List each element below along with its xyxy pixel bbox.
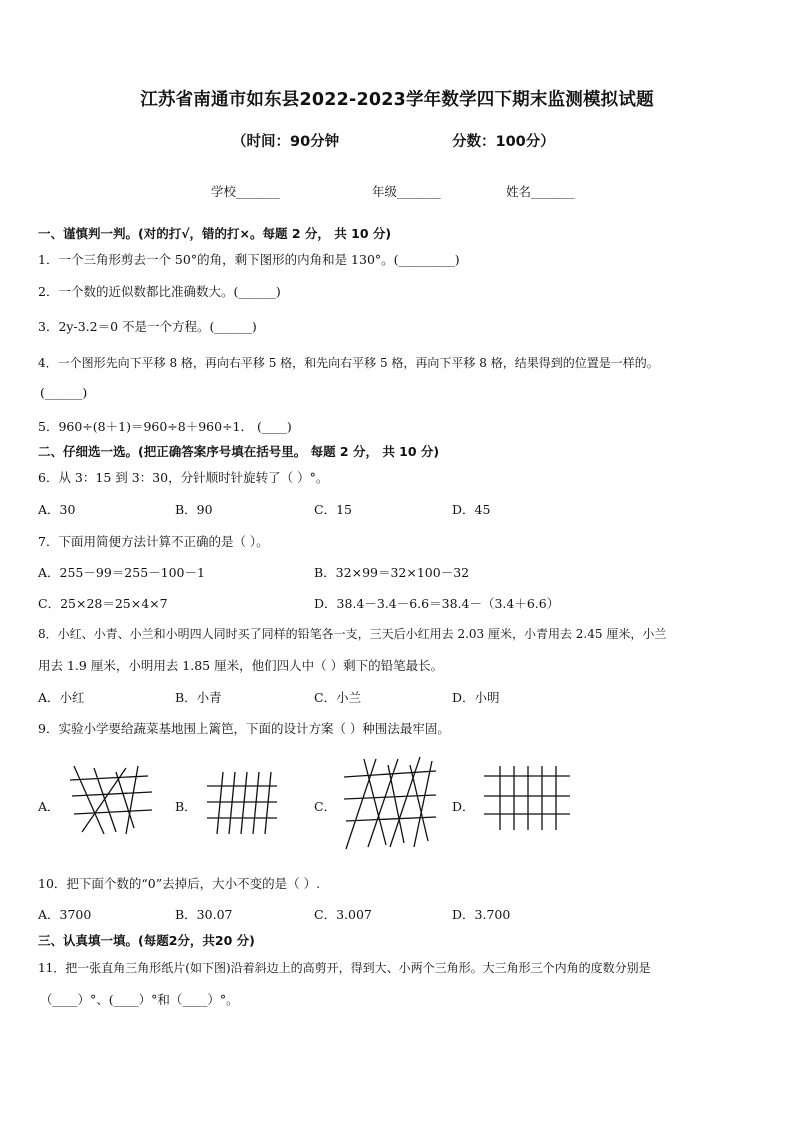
q10-option-c: C．3.007	[314, 907, 372, 922]
q10-option-b: B．30.07	[175, 907, 233, 922]
question-3: 3．2y-3.2＝0 不是一个方程。(______)	[38, 319, 257, 334]
q6-option-b: B．90	[175, 502, 213, 517]
fence-figure-a	[66, 762, 156, 838]
q9-label-c: C．	[314, 799, 337, 814]
q8-option-d: D．小明	[452, 690, 500, 705]
q9-label-d: D．	[452, 799, 475, 814]
q7-option-a: A．255－99＝255－100－1	[38, 565, 205, 580]
section-heading-2: 二、仔细选一选。(把正确答案序号填在括号里。 每题 2 分， 共 10 分)	[38, 444, 440, 459]
question-11: 11．把一张直角三角形纸片(如下图)沿着斜边上的高剪开，得到大、小两个三角形。大三角形三个内角的度数分别是	[38, 961, 651, 975]
school-field: 学校_______	[211, 184, 280, 199]
q8-option-c: C．小兰	[314, 690, 362, 705]
q6-option-a: A．30	[38, 502, 76, 517]
question-4-blank: (______)	[40, 385, 88, 400]
question-9: 9．实验小学要给蔬菜基地围上篱笆，下面的设计方案（ ）种围法最牢固。	[38, 721, 450, 736]
question-7: 7．下面用简便方法计算不正确的是（ ）。	[38, 534, 269, 549]
section-heading-3: 三、认真填一填。(每题2分，共20 分)	[38, 933, 255, 948]
q6-option-c: C．15	[314, 502, 352, 517]
exam-time: （时间：90分钟	[232, 134, 340, 150]
question-1: 1．一个三角形剪去一个 50°的角，剩下图形的内角和是 130°。(_________)	[38, 252, 460, 267]
q7-option-c: C．25×28＝25×4×7	[38, 596, 168, 611]
grade-field: 年级_______	[372, 184, 441, 199]
question-11-cont: （____）°、(____）°和（____）°。	[40, 992, 239, 1007]
question-5: 5．960÷(8＋1)＝960÷8＋960÷1． (____)	[38, 419, 292, 434]
q9-label-b: B．	[175, 799, 197, 814]
page-title: 江苏省南通市如东县2022-2023学年数学四下期末监测模拟试题	[140, 90, 654, 110]
section-heading-1: 一、谨慎判一判。(对的打√，错的打×。每题 2 分， 共 10 分)	[38, 226, 392, 241]
question-2: 2．一个数的近似数都比准确数大。(______)	[38, 284, 281, 299]
q9-label-a: A．	[38, 799, 60, 814]
q8-option-b: B．小青	[175, 690, 222, 705]
q10-option-a: A．3700	[38, 907, 92, 922]
question-6: 6．从 3：15 到 3：30，分针顺时针旋转了（ ）°。	[38, 470, 329, 485]
fence-figure-d	[480, 764, 574, 834]
q7-option-d: D．38.4－3.4－6.6＝38.4－（3.4＋6.6）	[314, 596, 560, 611]
q8-option-a: A．小红	[38, 690, 85, 705]
exam-score: 分数：100分）	[452, 134, 555, 150]
q7-option-b: B．32×99＝32×100－32	[314, 565, 470, 580]
question-10: 10．把下面个数的“0”去掉后，大小不变的是（ ）.	[38, 876, 321, 891]
q10-option-d: D．3.700	[452, 907, 511, 922]
question-4: 4．一个图形先向下平移 8 格，再向右平移 5 格，和先向右平移 5 格，再向下平移 8 格，结果得到的位置是一样的。	[38, 356, 659, 370]
question-8: 8．小红、小青、小兰和小明四人同时买了同样的铅笔各一支，三天后小红用去 2.03 厘米，小青用去 2.45 厘米，小兰	[38, 627, 667, 641]
question-8-cont: 用去 1.9 厘米，小明用去 1.85 厘米，他们四人中（ ）剩下的铅笔最长。	[38, 658, 444, 673]
fence-figure-c	[340, 755, 440, 853]
q6-option-d: D．45	[452, 502, 491, 517]
name-field: 姓名_______	[506, 184, 575, 199]
fence-figure-b	[203, 768, 281, 838]
